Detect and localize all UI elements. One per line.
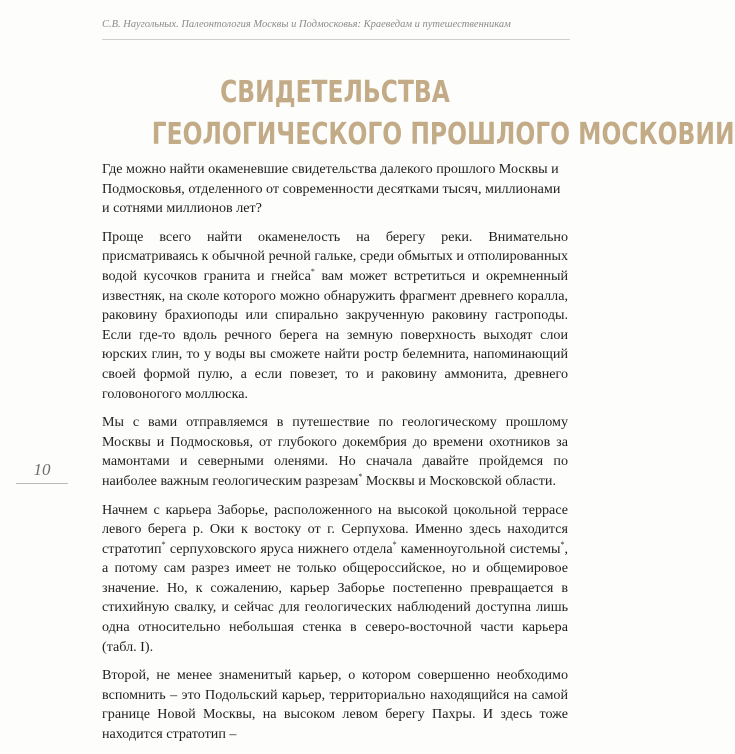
body-text — [102, 160, 568, 754]
paragraph-text: Москвы и Московской области. — [362, 472, 556, 489]
running-head — [102, 19, 568, 30]
footnote-marker: * — [310, 266, 315, 276]
paragraph-journey — [102, 413, 568, 491]
paragraph-text: Проще всего найти окаменелость на берегу реки. Внимательно присматриваясь к обычной речной гальке, среди обмытых и отполированных водой кусочков гранита и гнейса — [102, 228, 568, 284]
chapter-title — [151, 72, 735, 156]
paragraph-text: Мы с вами отправляемся в путешествие по геологическому прошлому Москвы и Подмосковья, от глубокого докембрия до времени охотников за мамонтами и северными оленями. Но сначала давайте пройдемся по наиболее важным геологическим разрезам — [102, 414, 568, 489]
paragraph-text: , а потому сам разрез имеет не только общероссийское, но и общемировое значение. Но, к сожалению, карьер Заборье постепенно превращается в стихийную свалку, и сейчас для геологических наблюдений доступна лишь одна относительно небольшая стенка в северо-восточной части карьера (табл. I). — [102, 540, 568, 655]
paragraph-text: вам может встретиться и окремненный известняк, на сколе которого можно обнаружить фрагмент древнего коралла, раковину брахиоподы или спирально закрученную раковину гастроподы. Если где-то вдоль речного берега на земную поверхность выходят слои юрских глин, то у воды вы сможете найти ростр белемнита, напоминающий своей формой пулю, а если повезет, то и раковину аммонита, древнего головоногого моллюска. — [102, 267, 568, 402]
running-head-author: С.В. Наугольных. — [102, 19, 179, 30]
paragraph-intro — [102, 160, 568, 219]
running-head-book-title: Палеонтология Москвы и Подмосковья: Краеведам и путешественникам — [181, 19, 511, 30]
paragraph-river-finds — [102, 228, 568, 404]
chapter-title-line-1: СВИДЕТЕЛЬСТВА — [220, 75, 450, 110]
paragraph-text: Начнем с карьера Заборье, расположенного на высокой цокольной террасе левого берега р. Оки к востоку от г. Серпухова. Именно здесь находится стратотип — [102, 501, 568, 557]
paragraph-podolsk-quarry — [102, 666, 568, 744]
footnote-marker: * — [392, 539, 397, 549]
footnote-marker: * — [161, 539, 166, 549]
footnote-marker: * — [560, 539, 565, 549]
paragraph-zaborye-quarry — [102, 501, 568, 658]
paragraph-text: серпуховского яруса нижнего отдела — [165, 540, 393, 557]
page-number: 10 — [33, 460, 51, 479]
paragraph-text: каменноугольной системы — [396, 540, 561, 557]
paragraph-text: Второй, не менее знаменитый карьер, о котором совершенно необходимо вспомнить – это Подольский карьер, территориально находящийся на самой границе Новой Москвы, на высоком левом берегу Пахры. И здесь тоже находится стратотип – — [102, 667, 568, 743]
chapter-title-line-2: ГЕОЛОГИЧЕСКОГО ПРОШЛОГО МОСКОВИИ — [151, 117, 735, 152]
footnote-marker: * — [358, 471, 363, 481]
header-divider — [102, 39, 570, 40]
paragraph-text: Где можно найти окаменевшие свидетельства далекого прошлого Москвы и Подмосковья, отделенного от современности десятками тысяч, миллионами и сотнями миллионов лет? — [102, 161, 561, 217]
page-number-divider — [16, 483, 68, 484]
